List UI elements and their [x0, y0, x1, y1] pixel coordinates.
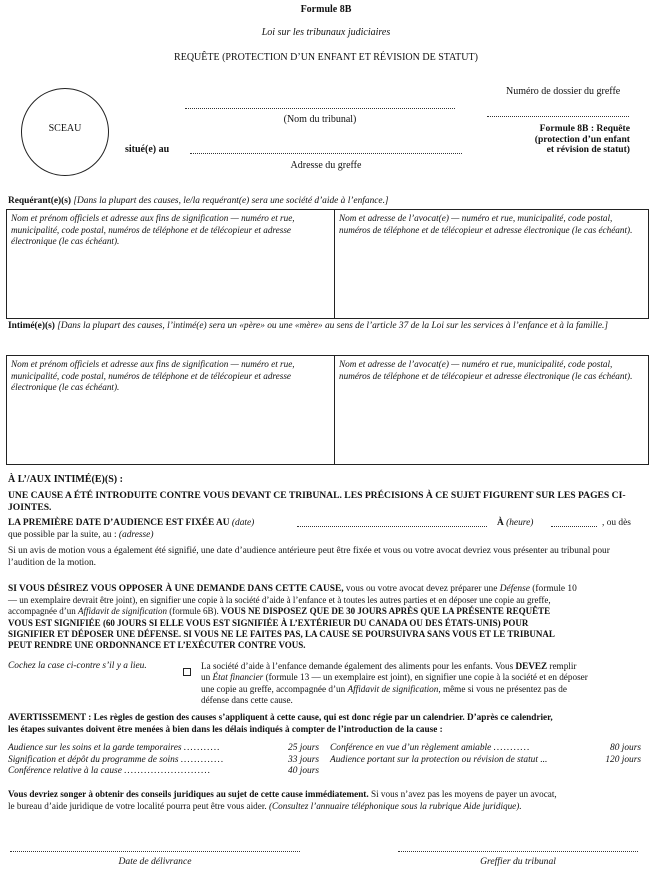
- opposition-lead: SI VOUS DÉSIREZ VOUS OPPOSER À UNE DEMANDE DANS CETTE CAUSE,: [8, 584, 344, 594]
- statute-name: Loi sur les tribunaux judiciaires: [261, 27, 391, 38]
- warning-line-1: AVERTISSEMENT : Les règles de gestion des causes s’appliquent à cette cause, qui est donc régie par un calendrier. D’après ce calendrier,: [8, 712, 553, 722]
- affidavit-form-number: (formule 6B).: [169, 606, 219, 617]
- clerk-label: Greffier du tribunal: [480, 856, 556, 867]
- support-line-4: défense dans cette cause.: [201, 695, 293, 706]
- schedule-right: [330, 743, 641, 766]
- hearing-time-label-group: [497, 518, 533, 530]
- applicants-note: [Dans la plupart des causes, le/la requérant(e) sera une société d’aide à l’enfance.]: [73, 196, 389, 206]
- schedule-step: Conférence en vue d’un règlement amiable: [330, 743, 492, 753]
- affidavit-form-name: Affidavit de signification: [77, 606, 167, 617]
- respondents-table: [6, 355, 649, 465]
- located-at-label: situé(e) au: [125, 144, 170, 155]
- court-address-label: Adresse du greffe: [290, 160, 362, 171]
- form-number: Formule 8B: [300, 4, 352, 15]
- deadline-warning-4: PEUT RENDRE UNE ORDONNANCE ET L’EXÉCUTER CONTRE VOUS.: [8, 640, 306, 651]
- hearing-date-label: (date): [231, 518, 255, 528]
- hearing-time-label: (heure): [506, 518, 534, 528]
- support-affidavit-name: Affidavit de signification: [347, 683, 439, 694]
- respondents-party-cell[interactable]: Nom et prénom officiels et adresse aux fins de signification — numéro et rue, municipalité, code postal, numéros de téléphone et de télécopieur et adresse électronique (le cas échéant).: [11, 359, 295, 392]
- court-file-number-label: Numéro de dossier du greffe: [506, 86, 621, 97]
- form-side-title-1: Formule 8B : Requête: [539, 123, 630, 134]
- court-file-number-line[interactable]: [487, 116, 629, 117]
- schedule-row: Signification et dépôt du programme de soins ............. 33 jours: [8, 754, 319, 765]
- to-respondents-heading: À L’/AUX INTIMÉ(E)(S) :: [8, 474, 123, 485]
- schedule-deadline: 40 jours: [288, 766, 319, 777]
- opposition-line-3-start: accompagnée d’un: [8, 606, 76, 617]
- schedule-deadline: 80 jours: [610, 743, 641, 753]
- deadline-warning-2: VOUS EST SIGNIFIÉE (60 JOURS SI ELLE VOUS EST SIGNIFIÉE À L’EXTÉRIEUR DU CANADA OU DES ÉTATS-UNIS) POUR: [8, 617, 529, 628]
- hearing-time-line[interactable]: [551, 526, 597, 527]
- legal-advice-line-2-text: le bureau d’aide juridique de votre localité pourra peut être vous aider.: [8, 800, 267, 811]
- form-side-title-2: (protection d’un enfant: [534, 133, 630, 145]
- issue-date-line[interactable]: [10, 851, 300, 852]
- respondents-lawyer-cell[interactable]: Nom et adresse de l’avocat(e) — numéro et rue, municipalité, code postal, numéros de téléphone et de télécopieur et adresse électronique (le cas échéant).: [339, 359, 633, 381]
- or-soon-after: , ou dès: [602, 518, 631, 528]
- legal-advice-lead: Vous devriez songer à obtenir des conseils juridiques au sujet de cette cause immédiatement.: [8, 789, 369, 799]
- checkbox-square[interactable]: [183, 668, 191, 676]
- support-line-1: [201, 661, 647, 672]
- schedule-step: Signification et dépôt du programme de soins: [8, 754, 179, 765]
- support-line-2-text: (formule 13 — un exemplaire est joint), en signifier une copie à la société et en déposer: [265, 672, 588, 683]
- deadline-warning-1: VOUS NE DISPOSEZ QUE DE 30 JOURS APRÈS QUE LA PRÉSENTE REQUÊTE: [220, 606, 551, 617]
- applicants-label: Requérant(e)(s): [8, 196, 72, 206]
- opposition-line-3: [8, 606, 650, 617]
- legal-advice-line-1: [8, 789, 650, 801]
- court-name-label: (Nom du tribunal): [283, 114, 357, 125]
- support-line-3-text: , même si vous ne présentez pas de: [438, 683, 567, 694]
- hearing-address-label: (adresse): [118, 530, 154, 540]
- schedule-row: Audience portant sur la protection ou révision de statut ... 120 jours: [330, 754, 641, 765]
- clerk-signature-line[interactable]: [398, 851, 638, 852]
- schedule-step: Conférence relative à la cause: [8, 766, 122, 777]
- schedule-deadline: 33 jours: [288, 754, 319, 765]
- support-checkbox[interactable]: [183, 663, 191, 681]
- application-title: REQUÊTE (PROTECTION D’UN ENFANT ET RÉVISION DE STATUT): [174, 52, 478, 63]
- support-line-1-end: remplir: [549, 661, 577, 671]
- legal-advice-line-1-text: Si vous n’avez pas les moyens de payer un avocat,: [370, 789, 557, 799]
- hearing-date-line[interactable]: [297, 526, 487, 527]
- schedule-deadline: 25 jours: [288, 743, 319, 753]
- opposition-line-1-text: vous ou votre avocat devez préparer une: [345, 584, 498, 594]
- opposition-line-1: [8, 584, 650, 595]
- applicants-table: [6, 209, 649, 319]
- form-side-title: [470, 124, 630, 156]
- defense-form-name: Défense: [499, 584, 530, 594]
- checkbox-instruction: Cochez la case ci-contre s’il y a lieu.: [8, 661, 147, 671]
- opposition-paragraph: [8, 584, 650, 651]
- as-soon-text: que possible par la suite, au :: [8, 530, 117, 540]
- defense-form-number: (formule 10: [532, 584, 577, 594]
- schedule-step: Audience sur les soins et la garde temporaires: [8, 743, 182, 753]
- financial-statement-name: État financier: [212, 672, 264, 683]
- court-name-line[interactable]: [185, 108, 455, 109]
- case-started-notice: UNE CAUSE A ÉTÉ INTRODUITE CONTRE VOUS DEVANT CE TRIBUNAL. LES PRÉCISIONS À CE SUJET FIGURENT SUR LES PAGES CI-JOINTES.: [8, 490, 626, 513]
- issue-date-label: Date de délivrance: [118, 856, 192, 867]
- hearing-time-prefix: À: [497, 518, 504, 528]
- schedule-left: [8, 743, 319, 778]
- motion-notice-paragraph: Si un avis de motion vous a également été signifié, une date d’audience antérieure peut être fixée et vous ou votre avocat devriez vous présenter au tribunal pour l’audition de la motion.: [8, 546, 610, 568]
- must-label: DEVEZ: [515, 661, 548, 671]
- schedule-row: Conférence relative à la cause .......................... 40 jours: [8, 766, 319, 777]
- deadline-warning-3: SIGNIFIER ET DÉPOSER UNE DÉFENSE. SI VOUS NE LE FAITES PAS, LA CAUSE SE POURSUIVRA SANS VOUS ET LE TRIBUNAL: [8, 628, 555, 639]
- opposition-line-2: — un exemplaire devrait être joint), en signifier une copie à la société d’aide à l’enfance et à toutes les autres parties et en déposer une copie au greffe,: [8, 595, 551, 606]
- support-line-2-start: un: [201, 672, 211, 683]
- support-line-2: [201, 672, 647, 683]
- warning-line-2: les étapes suivantes doivent être menées à bien dans les délais indiqués à compter de l’introduction de la cause :: [8, 723, 443, 734]
- applicants-party-cell[interactable]: Nom et prénom officiels et adresse aux fins de signification — numéro et rue, municipalité, code postal, numéros de téléphone et de télécopieur et adresse électronique (le cas échéant).: [11, 213, 295, 246]
- support-line-1-text: La société d’aide à l’enfance demande également des aliments pour les enfants. Vous: [201, 661, 514, 671]
- legal-advice: [8, 789, 650, 812]
- schedule-deadline: 120 jours: [605, 754, 641, 765]
- support-line-3-start: une copie au greffe, accompagnée d’un: [201, 683, 346, 694]
- applicants-heading: [8, 196, 648, 208]
- legal-aid-directory-note: (Consultez l’annuaire téléphonique sous la rubrique Aide juridique).: [268, 800, 522, 811]
- schedule-row: Conférence en vue d’un règlement amiable ........... 80 jours: [330, 743, 641, 753]
- first-hearing-label: LA PREMIÈRE DATE D’AUDIENCE EST FIXÉE AU: [8, 518, 230, 528]
- seal-label: SCEAU: [48, 123, 82, 134]
- support-line-3: [201, 684, 647, 695]
- court-address-line[interactable]: [190, 153, 462, 154]
- schedule-row: Audience sur les soins et la garde temporaires ........... 25 jours: [8, 743, 319, 753]
- form-side-title-3: et révision de statut): [546, 144, 630, 155]
- respondents-label: Intimé(e)(s): [8, 321, 55, 331]
- respondents-note: [Dans la plupart des causes, l’intimé(e) sera un «père» ou une «mère» au sens de l’article 37 de la Loi sur les services à l’enfance et à la famille.]: [57, 321, 608, 331]
- as-soon-line: [8, 530, 153, 542]
- schedule-step: Audience portant sur la protection ou révision de statut: [330, 754, 538, 765]
- legal-advice-line-2: [8, 801, 650, 813]
- respondents-heading: [8, 321, 650, 333]
- case-management-warning: [8, 712, 650, 735]
- applicants-lawyer-cell[interactable]: Nom et adresse de l’avocat(e) — numéro et rue, municipalité, code postal, numéros de téléphone et de télécopieur et adresse électronique (le cas échéant).: [339, 213, 633, 235]
- support-claim-text: [201, 661, 647, 707]
- first-hearing-line: [8, 518, 648, 530]
